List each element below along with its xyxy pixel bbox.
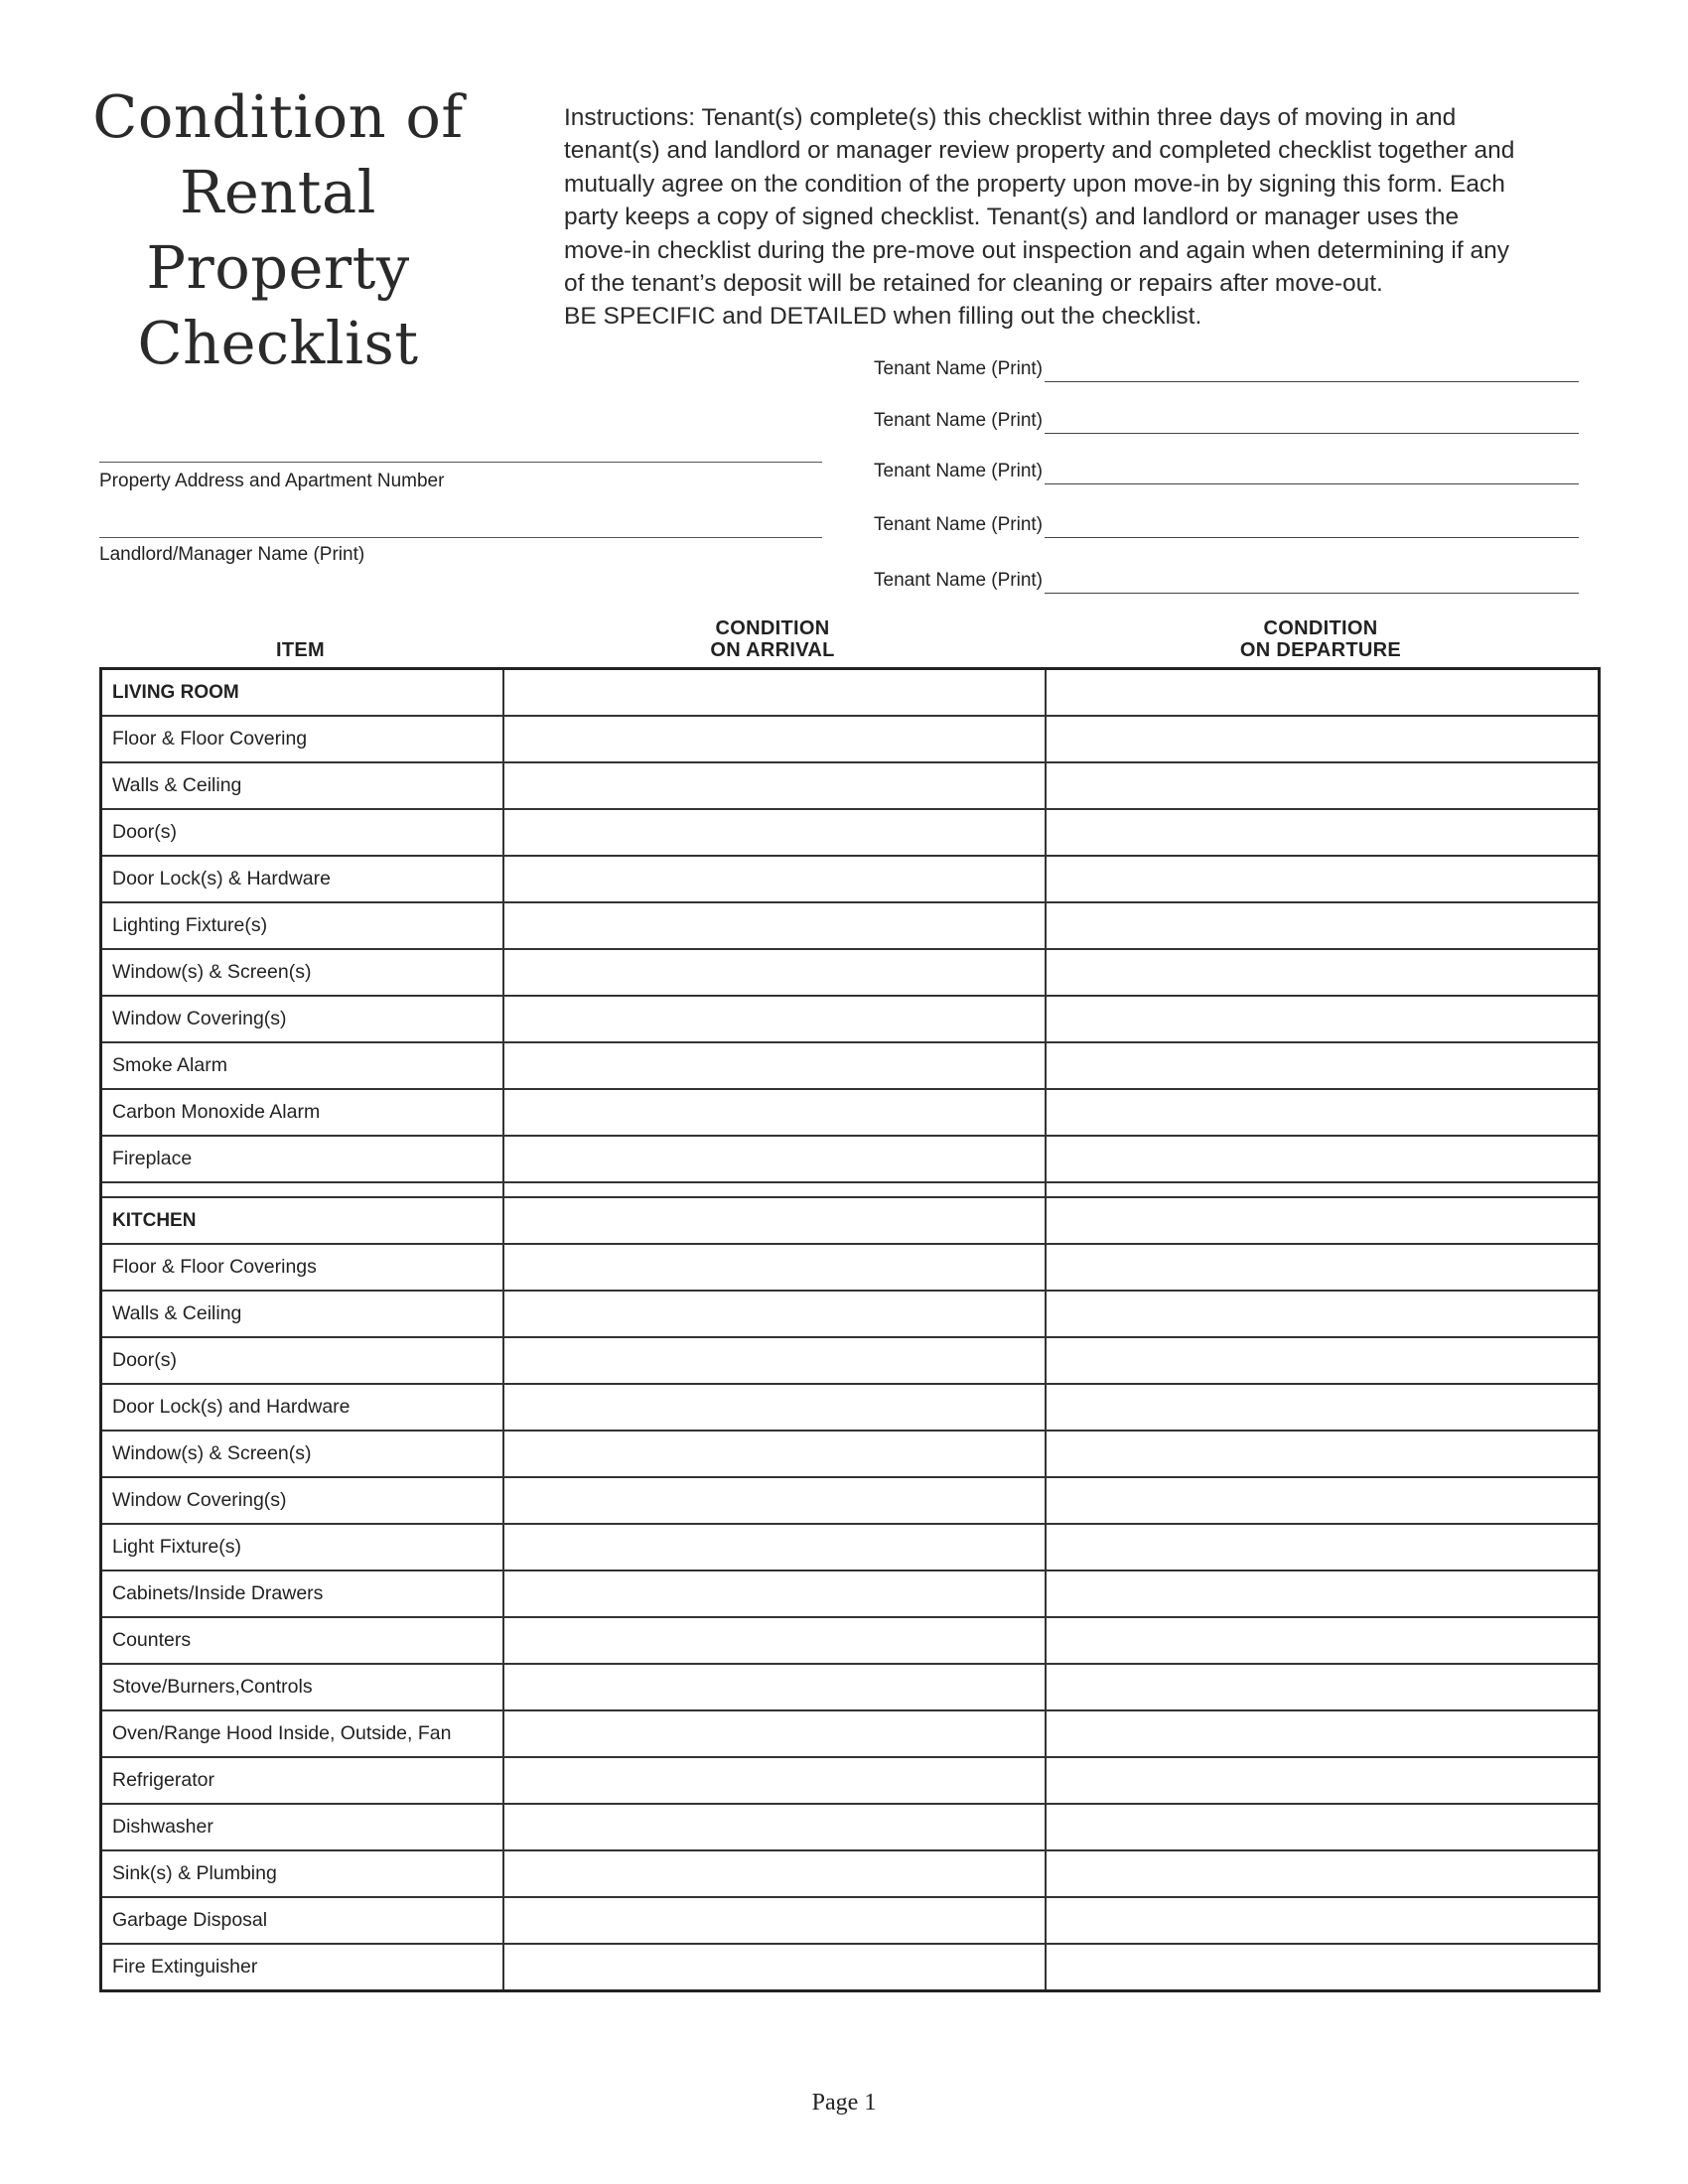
table-row: [101, 762, 1600, 809]
condition-on-departure-cell[interactable]: [1046, 856, 1600, 902]
item-label: Floor & Floor Coverings: [101, 1244, 503, 1291]
condition-on-arrival-cell[interactable]: [503, 716, 1046, 762]
condition-on-departure-cell[interactable]: [1046, 1897, 1600, 1944]
title-line: Property: [146, 233, 410, 302]
condition-on-arrival-cell[interactable]: [503, 1524, 1046, 1570]
condition-on-departure-cell[interactable]: [1046, 996, 1600, 1042]
instructions-line: Instructions: Tenant(s) complete(s) this checklist within three days of moving in and: [564, 104, 1457, 131]
condition-on-departure-cell[interactable]: [1046, 1617, 1600, 1664]
column-header-arrival: [501, 617, 1044, 661]
table-row: [101, 1570, 1600, 1617]
condition-on-departure-cell[interactable]: [1046, 1431, 1600, 1477]
item-label: Floor & Floor Covering: [101, 716, 503, 762]
table-row: [101, 1042, 1600, 1089]
condition-on-departure-cell[interactable]: [1046, 1664, 1600, 1710]
condition-on-departure-cell[interactable]: [1046, 949, 1600, 996]
item-label: Door(s): [101, 1337, 503, 1384]
condition-on-arrival-cell[interactable]: [503, 996, 1046, 1042]
condition-on-arrival-cell[interactable]: [503, 1757, 1046, 1804]
condition-on-arrival-cell[interactable]: [503, 1617, 1046, 1664]
condition-on-arrival-cell[interactable]: [503, 1244, 1046, 1291]
condition-on-departure-cell[interactable]: [1046, 1804, 1600, 1850]
item-label: Door Lock(s) and Hardware: [101, 1384, 503, 1431]
column-header-departure-line: CONDITION: [1263, 617, 1378, 639]
section-row: [101, 1197, 1600, 1244]
condition-on-departure-cell[interactable]: [1046, 1850, 1600, 1897]
condition-on-arrival-cell[interactable]: [503, 856, 1046, 902]
spacer-cell: [503, 1182, 1046, 1197]
condition-on-departure-cell[interactable]: [1046, 809, 1600, 856]
table-row: [101, 809, 1600, 856]
title-line: Rental: [179, 158, 377, 226]
condition-on-departure-cell[interactable]: [1046, 762, 1600, 809]
spacer-cell: [1046, 1182, 1600, 1197]
column-header-departure: [1044, 617, 1598, 661]
spacer-row: [101, 1182, 1600, 1197]
condition-on-departure-cell[interactable]: [1046, 1337, 1600, 1384]
condition-on-arrival-cell[interactable]: [503, 1710, 1046, 1757]
instructions-line: mutually agree on the condition of the property upon move-in by signing this form. Each: [564, 170, 1505, 198]
section-row: [101, 669, 1600, 717]
column-header-item-text: ITEM: [276, 639, 325, 661]
instructions-line: tenant(s) and landlord or manager review property and completed checklist together and: [564, 137, 1515, 165]
tenant-name-field[interactable]: [874, 566, 1579, 594]
condition-on-arrival-cell[interactable]: [503, 1897, 1046, 1944]
condition-on-arrival-cell[interactable]: [503, 669, 1046, 717]
instructions: [564, 101, 1577, 334]
item-label: Lighting Fixture(s): [101, 902, 503, 949]
table-row: [101, 1710, 1600, 1757]
property-address-line[interactable]: [99, 462, 822, 463]
condition-on-arrival-cell[interactable]: [503, 949, 1046, 996]
item-label: Sink(s) & Plumbing: [101, 1850, 503, 1897]
condition-on-arrival-cell[interactable]: [503, 1804, 1046, 1850]
condition-on-departure-cell[interactable]: [1046, 1136, 1600, 1182]
item-label: Refrigerator: [101, 1757, 503, 1804]
item-label: Door(s): [101, 809, 503, 856]
table-row: [101, 1291, 1600, 1337]
table-row: [101, 1804, 1600, 1850]
item-label: Window Covering(s): [101, 1477, 503, 1524]
item-label: Window(s) & Screen(s): [101, 949, 503, 996]
table-row: [101, 996, 1600, 1042]
condition-on-departure-cell[interactable]: [1046, 1570, 1600, 1617]
tenant-name-line[interactable]: [1045, 380, 1579, 382]
column-header-arrival-line: ON ARRIVAL: [710, 639, 835, 661]
tenant-name-line[interactable]: [1045, 482, 1579, 484]
condition-on-departure-cell[interactable]: [1046, 1291, 1600, 1337]
instructions-line: of the tenant’s deposit will be retained for cleaning or repairs after move-out.: [564, 270, 1383, 298]
tenant-name-field[interactable]: [874, 354, 1579, 382]
item-label: Window Covering(s): [101, 996, 503, 1042]
condition-on-departure-cell[interactable]: [1046, 669, 1600, 717]
item-label: Door Lock(s) & Hardware: [101, 856, 503, 902]
tenant-name-label: Tenant Name (Print): [874, 570, 1044, 591]
checklist-table: [99, 667, 1601, 1992]
instructions-line: BE SPECIFIC and DETAILED when filling out the checklist.: [564, 303, 1202, 331]
column-header-arrival-line: CONDITION: [715, 617, 830, 639]
table-row: [101, 1477, 1600, 1524]
condition-on-departure-cell[interactable]: [1046, 1244, 1600, 1291]
table-row: [101, 1757, 1600, 1804]
condition-on-departure-cell[interactable]: [1046, 1197, 1600, 1244]
item-label: Oven/Range Hood Inside, Outside, Fan: [101, 1710, 503, 1757]
table-row: [101, 1244, 1600, 1291]
tenant-name-line[interactable]: [1045, 432, 1579, 434]
condition-on-arrival-cell[interactable]: [503, 1136, 1046, 1182]
condition-on-arrival-cell[interactable]: [503, 1291, 1046, 1337]
table-row: [101, 1384, 1600, 1431]
table-row: [101, 1089, 1600, 1136]
table-row: [101, 1664, 1600, 1710]
condition-on-arrival-cell[interactable]: [503, 1431, 1046, 1477]
condition-on-departure-cell[interactable]: [1046, 1477, 1600, 1524]
item-label: Walls & Ceiling: [101, 1291, 503, 1337]
section-heading: LIVING ROOM: [101, 669, 503, 717]
page-number: Page 1: [811, 2090, 877, 2116]
tenant-name-line[interactable]: [1045, 536, 1579, 538]
table-row: [101, 902, 1600, 949]
condition-on-departure-cell[interactable]: [1046, 1524, 1600, 1570]
condition-on-arrival-cell[interactable]: [503, 1944, 1046, 1991]
section-heading: KITCHEN: [101, 1197, 503, 1244]
condition-on-departure-cell[interactable]: [1046, 1384, 1600, 1431]
condition-on-departure-cell[interactable]: [1046, 1710, 1600, 1757]
instructions-line: move-in checklist during the pre-move out inspection and again when determining if any: [564, 236, 1509, 264]
condition-on-arrival-cell[interactable]: [503, 1197, 1046, 1244]
condition-on-departure-cell[interactable]: [1046, 902, 1600, 949]
title-line: Condition of: [92, 82, 464, 151]
instructions-line: party keeps a copy of signed checklist. Tenant(s) and landlord or manager uses the: [564, 204, 1460, 231]
item-label: Light Fixture(s): [101, 1524, 503, 1570]
table-row: [101, 1431, 1600, 1477]
table-row: [101, 716, 1600, 762]
condition-on-arrival-cell[interactable]: [503, 902, 1046, 949]
tenant-name-field[interactable]: [874, 510, 1579, 538]
table-row: [101, 856, 1600, 902]
table-row: [101, 949, 1600, 996]
item-label: Fire Extinguisher: [101, 1944, 503, 1991]
table-row: [101, 1897, 1600, 1944]
tenant-name-field[interactable]: [874, 457, 1579, 484]
table-row: [101, 1337, 1600, 1384]
table-row: [101, 1850, 1600, 1897]
table-row: [101, 1524, 1600, 1570]
spacer-cell: [101, 1182, 503, 1197]
item-label: Stove/Burners,Controls: [101, 1664, 503, 1710]
item-label: Fireplace: [101, 1136, 503, 1182]
tenant-name-label: Tenant Name (Print): [874, 514, 1044, 535]
tenant-name-label: Tenant Name (Print): [874, 461, 1044, 481]
condition-on-departure-cell[interactable]: [1046, 1089, 1600, 1136]
title-line: Checklist: [137, 309, 419, 377]
item-label: Dishwasher: [101, 1804, 503, 1850]
landlord-name-line[interactable]: [99, 537, 822, 538]
column-header-departure-line: ON DEPARTURE: [1239, 639, 1402, 661]
condition-on-arrival-cell[interactable]: [503, 1477, 1046, 1524]
property-address-label: Property Address and Apartment Number: [99, 471, 445, 491]
tenant-name-label: Tenant Name (Print): [874, 358, 1044, 379]
condition-on-arrival-cell[interactable]: [503, 1570, 1046, 1617]
condition-on-arrival-cell[interactable]: [503, 1850, 1046, 1897]
column-header-item: [99, 639, 501, 661]
condition-on-arrival-cell[interactable]: [503, 1042, 1046, 1089]
condition-on-arrival-cell[interactable]: [503, 1089, 1046, 1136]
condition-on-departure-cell[interactable]: [1046, 1944, 1600, 1991]
condition-on-arrival-cell[interactable]: [503, 809, 1046, 856]
document-title: [84, 79, 472, 381]
item-label: Walls & Ceiling: [101, 762, 503, 809]
item-label: Carbon Monoxide Alarm: [101, 1089, 503, 1136]
item-label: Window(s) & Screen(s): [101, 1431, 503, 1477]
condition-on-arrival-cell[interactable]: [503, 1664, 1046, 1710]
table-row: [101, 1617, 1600, 1664]
landlord-name-label: Landlord/Manager Name (Print): [99, 544, 365, 565]
tenant-name-label: Tenant Name (Print): [874, 410, 1044, 431]
condition-on-departure-cell[interactable]: [1046, 716, 1600, 762]
condition-on-arrival-cell[interactable]: [503, 1337, 1046, 1384]
condition-on-departure-cell[interactable]: [1046, 1042, 1600, 1089]
table-row: [101, 1944, 1600, 1991]
condition-on-arrival-cell[interactable]: [503, 762, 1046, 809]
item-label: Garbage Disposal: [101, 1897, 503, 1944]
item-label: Smoke Alarm: [101, 1042, 503, 1089]
condition-on-departure-cell[interactable]: [1046, 1757, 1600, 1804]
tenant-name-line[interactable]: [1045, 592, 1579, 594]
table-row: [101, 1136, 1600, 1182]
item-label: Counters: [101, 1617, 503, 1664]
tenant-name-field[interactable]: [874, 406, 1579, 434]
item-label: Cabinets/Inside Drawers: [101, 1570, 503, 1617]
condition-on-arrival-cell[interactable]: [503, 1384, 1046, 1431]
